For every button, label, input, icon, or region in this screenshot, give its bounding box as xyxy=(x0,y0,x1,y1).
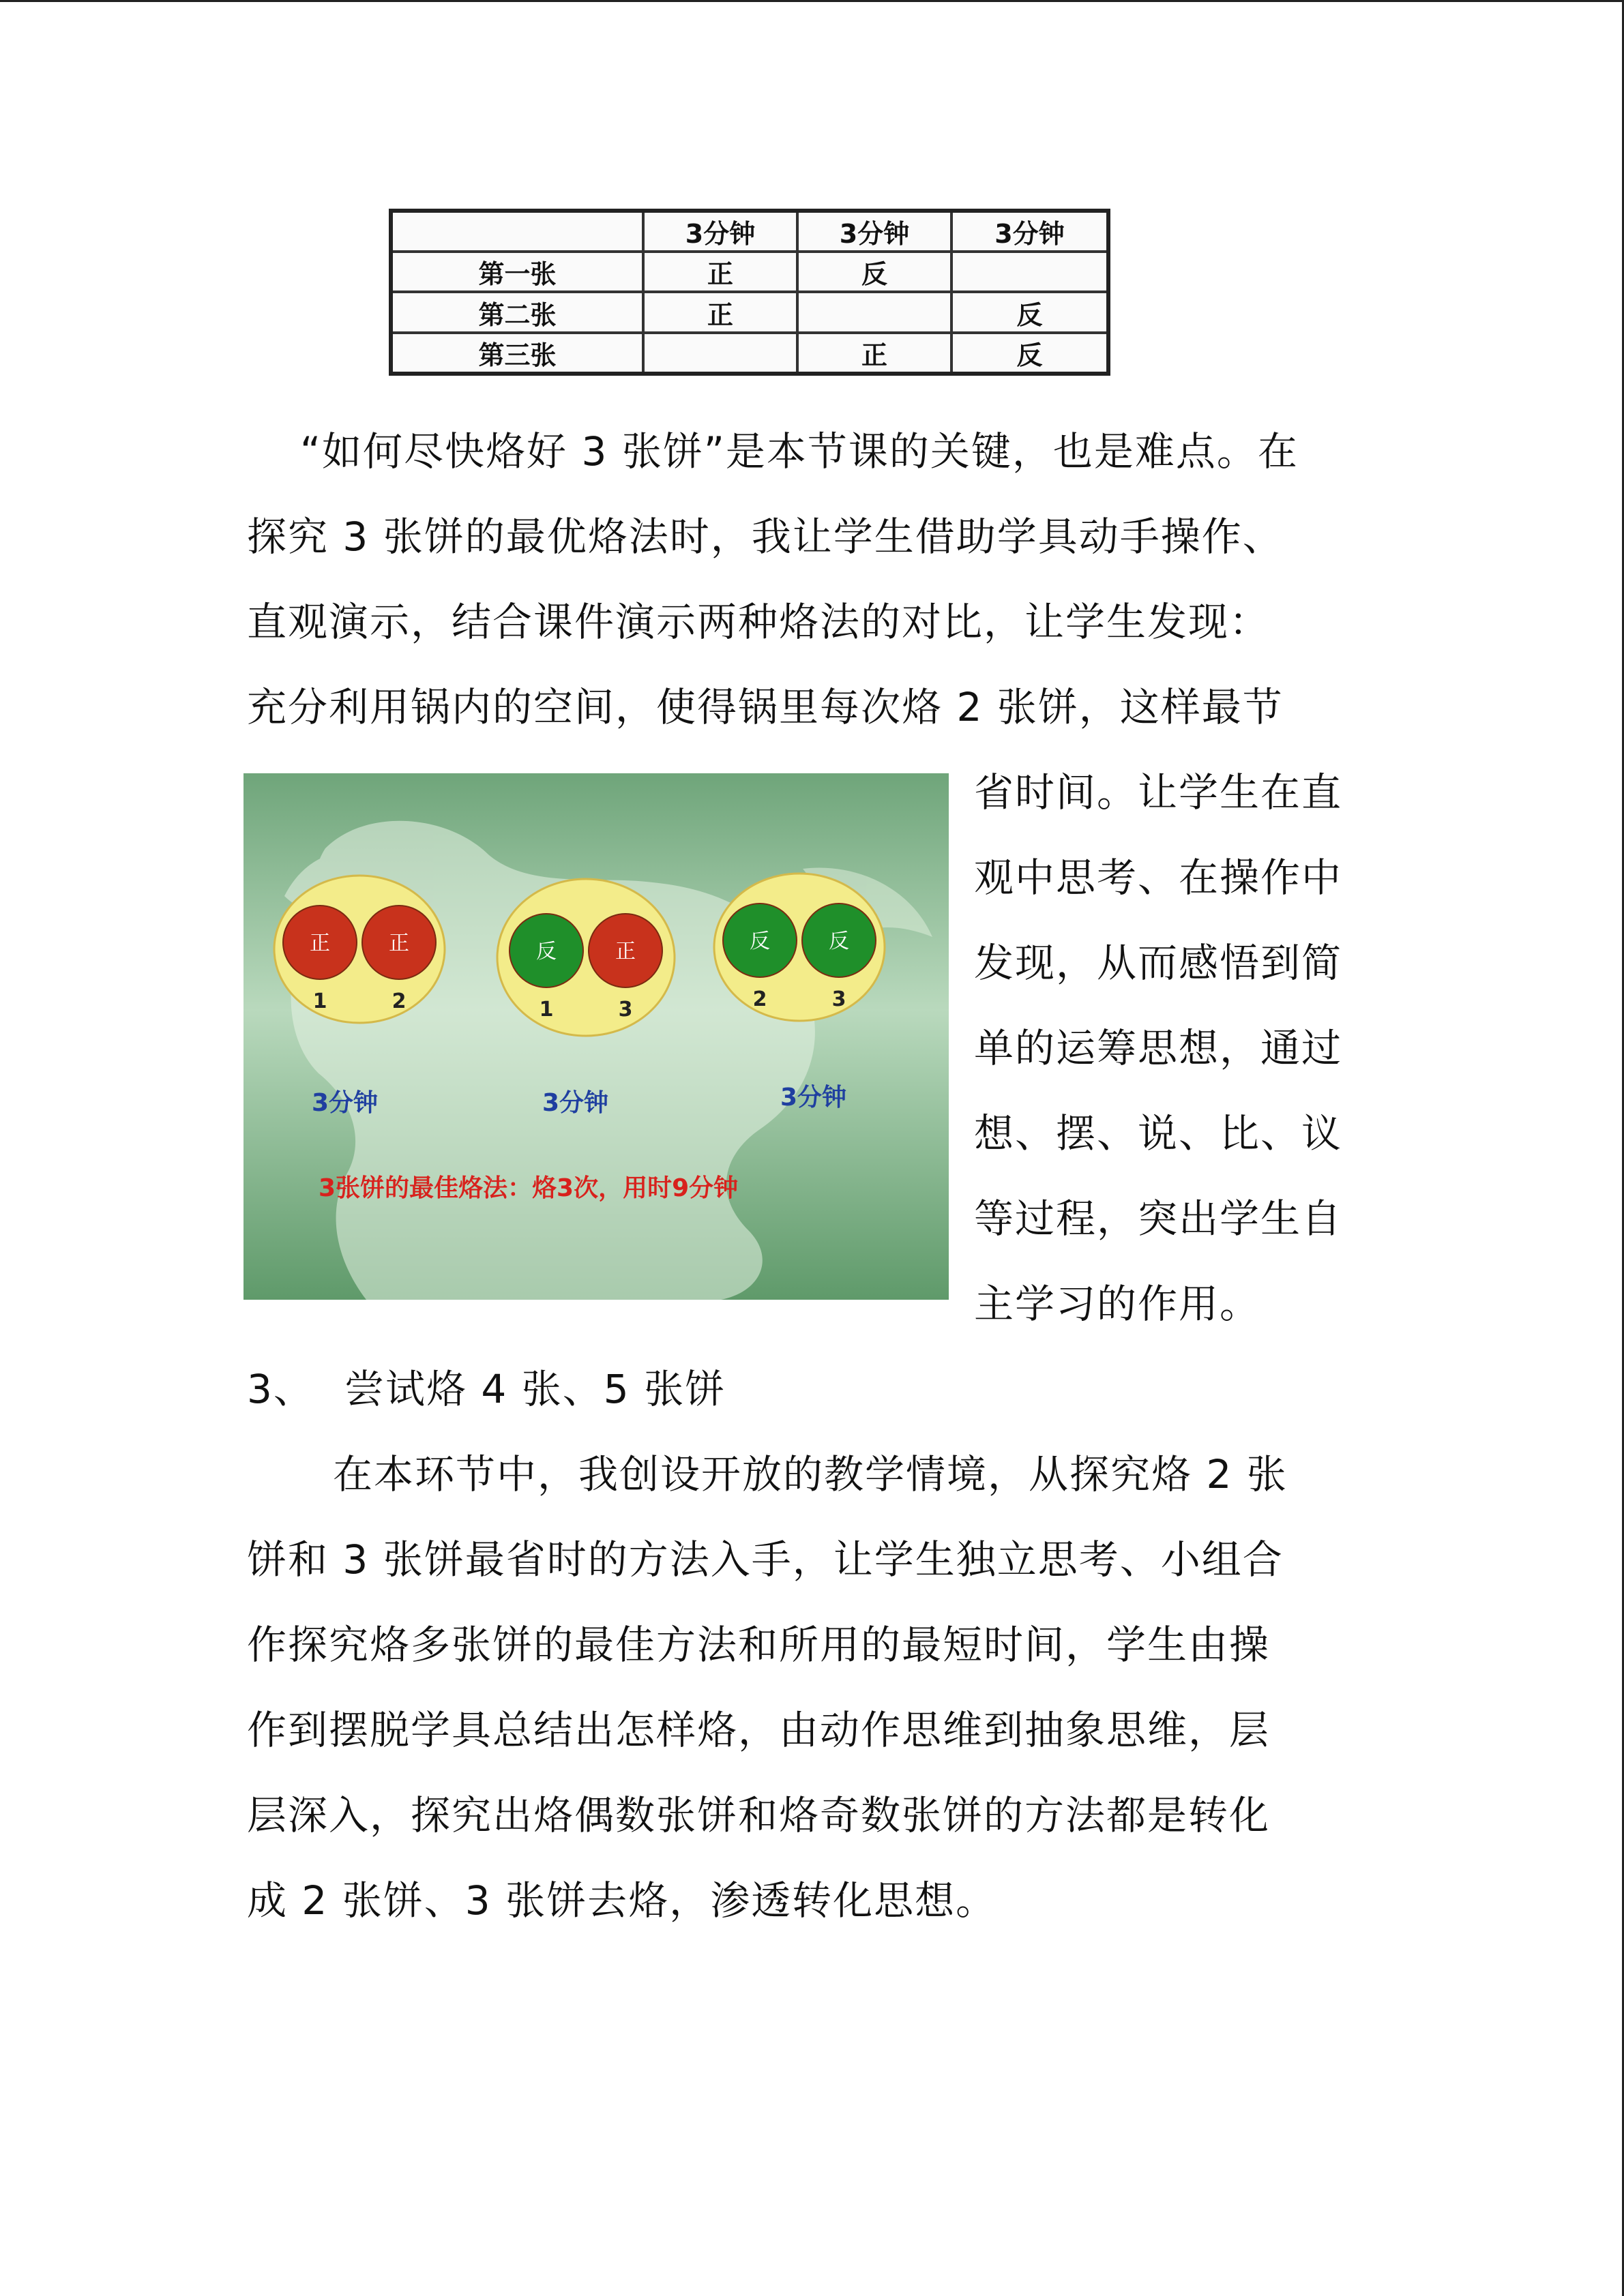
cake-side-label: 反 xyxy=(536,940,557,964)
table-header-cell: 3分钟 xyxy=(951,211,1108,252)
cake-number: 2 xyxy=(752,987,767,1011)
paragraph-line: 作到摆脱学具总结出怎样烙，由动作思维到抽象思维，层 xyxy=(247,1707,1271,1753)
table-cell xyxy=(643,333,797,374)
conclusion-text: 3张饼的最佳烙法：烙3次，用时9分钟 xyxy=(319,1174,739,1202)
cake-side-label: 正 xyxy=(310,931,330,955)
table-cell: 第二张 xyxy=(391,292,643,332)
paragraph-line: 直观演示，结合课件演示两种烙法的对比，让学生发现： xyxy=(247,599,1271,645)
table-header-cell xyxy=(391,211,643,252)
pan-time-label: 3分钟 xyxy=(312,1089,379,1117)
table-cell: 反 xyxy=(951,292,1108,332)
pan-time-label: 3分钟 xyxy=(780,1084,847,1112)
table-cell: 正 xyxy=(643,252,797,292)
paragraph-line: 作探究烙多张饼的最佳方法和所用的最短时间，学生由操 xyxy=(247,1622,1271,1668)
cake-side-label: 正 xyxy=(615,940,636,964)
cake-side-label: 正 xyxy=(389,931,409,955)
section-heading-text: 尝试烙 4 张、5 张饼 xyxy=(344,1366,726,1412)
section-heading-number: 3、 xyxy=(247,1366,314,1412)
cake-number: 3 xyxy=(831,987,846,1011)
cake-side-label: 反 xyxy=(750,929,770,953)
side-paragraph-line: 观中思考、在操作中 xyxy=(974,854,1343,901)
paragraph-line: 层深入，探究出烙偶数张饼和烙奇数张饼的方法都是转化 xyxy=(247,1792,1271,1838)
paragraph-line: 成 2 张饼、3 张饼去烙，渗透转化思想。 xyxy=(247,1877,997,1924)
pan-time-label: 3分钟 xyxy=(542,1089,609,1117)
table-row xyxy=(391,292,1108,332)
cake-number: 2 xyxy=(392,989,407,1013)
table-cell: 第三张 xyxy=(391,333,643,374)
paragraph-line: 探究 3 张饼的最优烙法时，我让学生借助学具动手操作、 xyxy=(247,513,1284,560)
table-cell: 反 xyxy=(951,333,1108,374)
paragraph-line: 充分利用锅内的空间，使得锅里每次烙 2 张饼，这样最节 xyxy=(247,684,1284,730)
table-cell: 反 xyxy=(797,252,951,292)
table-row xyxy=(391,252,1108,292)
side-paragraph-line: 单的运筹思想，通过 xyxy=(974,1025,1343,1071)
paragraph-line: 在本环节中，我创设开放的教学情境，从探究烙 2 张 xyxy=(333,1451,1288,1497)
paragraph-line: “如何尽快烙好 3 张饼”是本节课的关键，也是难点。在 xyxy=(300,428,1299,475)
page-top-border xyxy=(0,0,1624,2)
side-paragraph-line: 等过程，突出学生自 xyxy=(974,1195,1343,1242)
figure-canvas xyxy=(243,773,949,1300)
table-cell: 正 xyxy=(797,333,951,374)
table-row xyxy=(391,333,1108,374)
cake-side-label: 反 xyxy=(829,929,849,953)
table-header-row xyxy=(391,211,1108,252)
table-cell: 第一张 xyxy=(391,252,643,292)
cake-number: 3 xyxy=(618,998,633,1022)
side-paragraph-line: 主学习的作用。 xyxy=(974,1281,1261,1327)
cake-number: 1 xyxy=(312,989,327,1013)
cake-number: 1 xyxy=(539,998,554,1022)
table-cell xyxy=(797,292,951,332)
table-header-cell: 3分钟 xyxy=(643,211,797,252)
table-cell xyxy=(951,252,1108,292)
table-header-cell: 3分钟 xyxy=(797,211,951,252)
side-paragraph-line: 发现，从而感悟到简 xyxy=(974,940,1343,986)
baking-schedule-table xyxy=(389,209,1110,376)
side-paragraph-line: 想、摆、说、比、议 xyxy=(974,1110,1343,1157)
baking-schedule-table-image xyxy=(389,209,1106,376)
paragraph-line: 饼和 3 张饼最省时的方法入手，让学生独立思考、小组合 xyxy=(247,1536,1284,1583)
side-paragraph-line: 省时间。让学生在直 xyxy=(974,769,1343,816)
three-cakes-baking-figure xyxy=(243,773,949,1300)
table-cell: 正 xyxy=(643,292,797,332)
